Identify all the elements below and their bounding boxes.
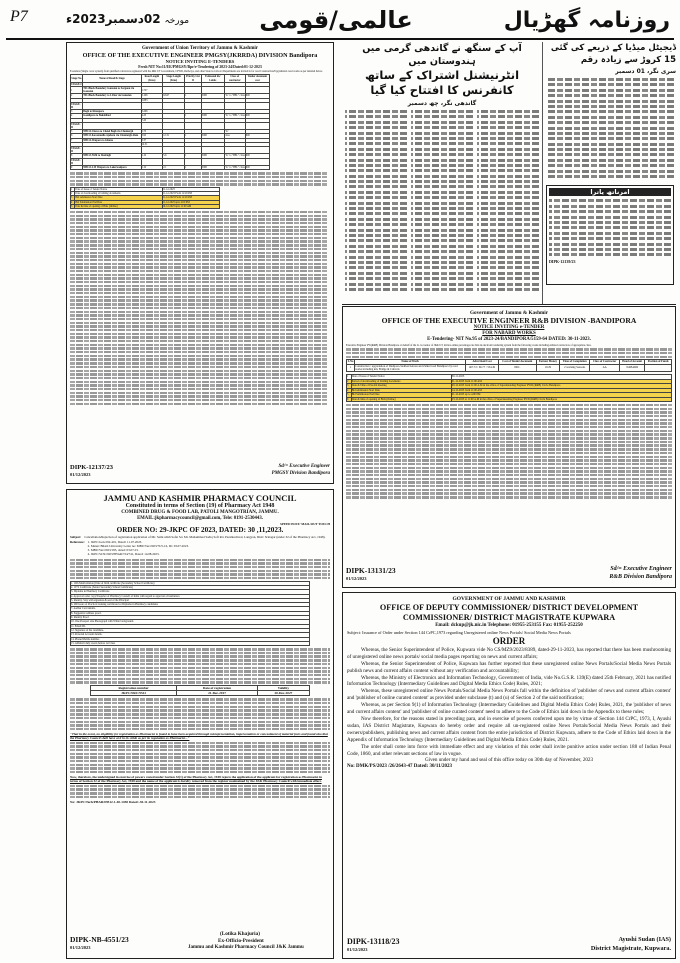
pharmacy-whereas-text-3 <box>70 742 330 774</box>
table-cell: 7 <box>71 138 83 142</box>
table-cell: 5000 <box>201 154 224 158</box>
table-cell: STAGE-II <box>71 158 83 165</box>
dc-paragraph-4: Whereas, these unregistered online News Portals/Social Media News Portals fall within the definition of 'publisher of news and current affairs content' and 'publisher of online curated content' as provided under subclause (t) and (u) of Section 2 of the said notification; <box>347 688 671 702</box>
table-cell: 3.266 <box>141 110 163 114</box>
table-cell: 600 <box>245 94 269 98</box>
table-cell: Date & time of opening of Bids (Online) <box>75 204 162 208</box>
pmgsy-govt: Government of Union Territory of Jammu & Kashmir <box>142 46 258 51</box>
table-row <box>71 102 270 109</box>
table-cell: 8 <box>71 154 83 158</box>
dc-signatory-role: District Magistrate, Kupwara. <box>590 945 671 952</box>
pharmacy-subject-text: Cancellation/Rejection of registration application of Mr. Sami ullah Sofai S/o Mr. Mohammad Sadiq Sofi R/o Pazalkachwal, Langyan, Distt: Srinagar (under 32 of the Pharmacy Act, 1948). <box>84 535 326 539</box>
table-cell: "A" to "BEL" class <box>224 154 245 158</box>
table-cell: Bid submission Start Date <box>75 196 162 200</box>
table-cell: 2 <box>71 94 83 98</box>
table-cell <box>201 158 224 165</box>
table-cell: 19-12-2023 upto 11:00 AM <box>162 204 219 208</box>
table-row <box>71 122 270 129</box>
table-cell: Period of downloading of bidding documents <box>351 379 451 383</box>
date-prefix: مورخہ <box>164 16 190 26</box>
table-header-cell: Time of Completion <box>560 360 590 364</box>
checklist-cell: 7. Aadhar Card details. <box>71 607 310 611</box>
dc-heading: ORDER <box>492 635 526 646</box>
table-cell: 600 <box>245 154 269 158</box>
table-cell <box>141 146 163 153</box>
table-cell: 6 <box>347 397 352 401</box>
table-cell: 3 <box>347 384 352 388</box>
pmgsy-intro: E-tenders (Single cover system) from qualified contractors registered with the J&K UT Government, CPWD, Railways, and other State Govt/Govt Departments are invited in for road Construction/Upgradation road works as per detailed below. <box>70 70 323 74</box>
urdu-article-left <box>342 42 543 304</box>
pharmacy-closing-text <box>70 785 330 798</box>
table-cell <box>163 158 185 165</box>
table-cell <box>224 158 245 165</box>
paper-name: روزنامہ گھڑیال <box>503 8 670 33</box>
table-cell: 01-12-2023 from 11:00 AM <box>451 379 671 383</box>
table-cell: Gondipora to Bakshibad <box>83 114 141 118</box>
table-cell: 1 <box>185 154 202 158</box>
pharmacy-intro-text <box>70 559 330 580</box>
urdu-news-block <box>342 42 676 305</box>
table-cell <box>245 158 269 165</box>
table-cell: 3.166 <box>141 94 163 98</box>
table-cell <box>185 146 202 153</box>
table-cell: "A" to "BEL" class <box>224 94 245 98</box>
table-cell: Bid Submission End Date <box>351 393 451 397</box>
table-cell <box>645 364 672 372</box>
urdu-body-columns <box>342 108 542 295</box>
pharmacy-no-line: No: JKPC/Tech/PHAR/09512-1-40-1458 Dated:-30-11-2023 <box>70 799 156 804</box>
pharmacy-subject-label: Subject: <box>70 535 82 539</box>
table-header-cell: Date of registration <box>177 685 258 690</box>
pharmacy-order-no: ORDER NO: 29-JKPC OF 2023, DATED: 30 ,11,2023. <box>116 526 284 534</box>
reference-item: 2. Manav Bharti University Letter no: MBU/Ver/2023/7U5-16, Dt: 03.07.2023. <box>87 543 189 548</box>
table-cell: 467.72 / 66.77 / 534.49 <box>466 364 499 372</box>
table-cell: 4 <box>347 388 352 392</box>
table-cell: "A" to "BEL" class <box>224 114 245 118</box>
reference-item: 1. JKPC/Gen-592-401, Dated: 11.07.2023. <box>87 539 143 544</box>
table-header-cell: Cost of Tender document <box>498 360 536 364</box>
table-cell: 0.883 <box>141 98 163 102</box>
table-cell: 01-12-2023 From 12:20 PM <box>162 196 219 200</box>
table-cell: T01-Block Boundary to I-Zine via Gamsian <box>83 94 141 98</box>
table-cell <box>83 146 141 153</box>
section-title: عالمی/قومی <box>259 6 413 34</box>
urdu-headline-1: آپ کے سنگھ نے گاندھی گرمی میں ہندوستان میں <box>362 43 522 67</box>
table-cell: "A" to "BEL" class <box>224 165 245 169</box>
table-cell: 01-12-2023 <box>162 187 219 191</box>
rb-intro: Executive Engineer PW(R&B) Division Bandipora on behalf of the Lt. Governor of J&K UT, invites online percentage rate bids in electronic tendering system from the following works including enlisted contractors of appropriate class. <box>346 344 592 347</box>
table-cell: Date & time of opening of Bids (Online) <box>351 397 451 401</box>
rb-notice-1: NOTICE INVITING e-TENDER <box>473 325 545 330</box>
table-cell <box>201 146 224 153</box>
rb-sign-1: Sd/= Executive Engineer <box>610 566 672 572</box>
table-row <box>71 165 270 169</box>
pharmacy-quote: "That in the event, no eligibility for registration as Pharmacist is found to have been acquired through misrepresentation, impersonation or concealment of material facts and found also that the Pharmacy Council shall have at it in its stride as per its regulation as Pharmacist..." <box>70 731 328 740</box>
table-row <box>71 158 270 165</box>
table-cell: 12.31 <box>163 134 185 138</box>
table-cell: 2.1 <box>163 165 185 169</box>
table-cell: 1 <box>185 165 202 169</box>
table-cell: 5 <box>347 393 352 397</box>
pharmacy-signatory: (Lotika Khajuria) <box>220 931 260 937</box>
rb-works-table <box>346 359 672 372</box>
checklist-cell: 14. Phone/Mobile number. <box>71 637 310 641</box>
table-cell: 1 <box>185 114 202 118</box>
checklist-cell: 11. Email ID. <box>71 624 310 628</box>
table-cell <box>185 86 202 93</box>
pmgsy-diary: DIPK-12137/23 <box>70 464 113 471</box>
table-cell: JKPC/NRC/9512 <box>91 691 177 696</box>
table-cell <box>141 158 163 165</box>
table-cell: 4 <box>71 114 83 118</box>
table-row <box>347 397 672 401</box>
table-cell: "A" <box>224 130 245 134</box>
table-cell <box>224 146 245 153</box>
pmgsy-dates-table <box>70 187 220 209</box>
table-cell: 5.707 <box>141 86 163 93</box>
table-header-cell: Tender document cost <box>245 75 269 82</box>
rb-office: OFFICE OF THE EXECUTIVE ENGINEER R&B DIVISION -BANDIPORA <box>381 316 637 325</box>
table-cell: 5.10 <box>141 154 163 158</box>
table-cell <box>201 86 224 93</box>
dc-paragraph-1: Whereas, the Senior Superintendent of Police, Kupwara vide No CS/MZ9/2023/8389, dated-29-11-2023, has reported that there has been mushrooming of unregistered online news portals/ social media pages reporting on news and current affairs; <box>347 646 671 660</box>
table-cell: 12.31 <box>141 142 163 146</box>
dc-paragraph-3: Whereas, the Ministry of Electronics and Information Technology, Government of India, vide No.G.S.R. 139(E) dated 25th February, 2021 has notified Information Technology (Intermediary Guidelines and Digital Media Ethics Code) Rules, 2021; <box>347 674 671 688</box>
dc-footer <box>347 935 671 955</box>
table-row <box>71 86 270 93</box>
urdu-headline-2: انٹرنیشنل اشتراک کے ساتھ کانفرنس کا افتتاح کیا گیا <box>364 68 520 97</box>
pharmacy-diary: DIPK-NB-4551/23 <box>70 935 129 944</box>
table-cell: 5000 <box>201 134 224 138</box>
checklist-cell: 8. Suggestive address proof. <box>71 611 310 615</box>
pharmacy-ref-list <box>88 541 189 557</box>
table-cell: 2.10 <box>141 165 163 169</box>
table-cell <box>83 158 141 165</box>
table-cell <box>185 122 202 129</box>
urdu-right-headline: ڈیجیٹل میڈیا کے ذریعے کی گئی 15 کروڑ سے زیادہ رقم <box>550 43 676 65</box>
dc-paragraph-6: Now therefore, for the reasons stated in preceding para, and in exercise of powers conferred upon me by virtue of Section 144 CrPC, 1973, I, Ayushi sudan, IAS District Magistrate, Kupwara do hereby order and require all un-registered online News Portals/Social Media News Portals and their owners/publishers, publishing news and current affairs content from the entire jurisdiction of District Kupwara, adhere to the Code of Ethics laid down in the Appendix of Information Technology (Intermediary Guidelines and Digital Media Ethics Code) Rules, 2021. <box>347 715 671 743</box>
pharmacy-whereas-text-2 <box>70 698 330 730</box>
table-header-cell: Registration number <box>91 685 177 690</box>
table-cell <box>163 86 185 93</box>
table-cell <box>245 146 269 153</box>
pmgsy-notice: NOTICE INVITING E-TENDERS <box>165 59 235 64</box>
masthead-rule <box>6 38 674 40</box>
rb-sign-2: R&B Division Bandipora <box>609 574 672 580</box>
date-label <box>66 12 189 26</box>
dc-paragraph-7: The order shall come into force with immediate effect and any violation of this order shall invite punitive action under section 188 of Indian Penal Code, 1860, and other relevant sections of law in vogue. <box>347 743 671 757</box>
pharmacy-subtitle: Constituted in terms of Section (19) of Pharmacy Act 1948 <box>125 503 275 509</box>
table-header-cell: Name of Work <box>355 360 466 364</box>
table-cell <box>245 122 269 129</box>
pharmacy-email: EMAIL:jkpharmacycouncil@gmail.com, Tele: 0191-2530443. <box>137 516 263 521</box>
table-cell <box>83 122 141 129</box>
table-cell: NH114-Chewa to Chetel Bagh via Chuntergh <box>83 130 141 134</box>
table-cell: 01-12-2023 From 12:20 PM <box>162 192 219 196</box>
table-cell: class <box>224 134 245 138</box>
table-cell: 5 <box>71 204 75 208</box>
table-cell: 600 <box>245 165 269 169</box>
rb-tender-ad <box>342 306 676 588</box>
table-header-cell: Stage No. <box>71 75 83 82</box>
table-cell: 2 <box>71 192 75 196</box>
urdu-article-right <box>544 42 676 304</box>
table-cell <box>224 86 245 93</box>
pharmacy-title: JAMMU AND KASHMIR PHARMACY COUNCIL <box>103 493 297 503</box>
table-cell: 30-11-2023 <box>451 375 671 379</box>
table-cell: 5.6 <box>163 154 185 158</box>
pharmacy-signatory-org: Jammu and Kashmir Pharmacy Council J&K Jammu <box>188 945 304 950</box>
pharmacy-checklist <box>70 581 310 646</box>
table-cell: AA <box>590 364 620 372</box>
pharmacy-speed-post: SPEED POST/ MAIL/OUT TOUCH <box>280 522 330 526</box>
dc-order-no: No: DMK/PS/2023 /26/2643-47 Dated: 30/11/2023 <box>347 764 452 770</box>
pharmacy-registration-table <box>90 685 310 696</box>
table-cell: 1 <box>185 94 202 98</box>
checklist-cell: 3. Diploma in Pharmacy Certificate <box>71 590 310 594</box>
pmgsy-diary-date: 01/12/2023 <box>70 472 91 477</box>
table-cell: Construction / upgradation of Dudipora-Sadrkot/Aloosa and Zalkul road Bandipora by road works including km, Bridge & Culverts <box>355 364 466 372</box>
checklist-cell: 15. Affidavit duly sworn before 1st Class <box>71 641 310 645</box>
rb-dates-table <box>346 374 672 401</box>
urdu-col-a <box>345 110 407 293</box>
table-cell <box>83 102 141 109</box>
table-cell: 23-12-2023 at 11:00 A.M in the office of Superintending Engineer PWD (R&B) Circle Bandipora <box>451 397 671 401</box>
table-cell <box>245 102 269 109</box>
rb-nit: E-Tendering- NIT No.95 of 2023-24/BANDIPORA/5159-64 DATED: 30-11-2023. <box>427 337 591 342</box>
table-cell: 3 <box>71 110 83 114</box>
table-cell: Date of Issue of Tender Notice <box>351 375 451 379</box>
pharmacy-council-order <box>66 489 334 959</box>
table-cell: 1 <box>347 364 355 372</box>
table-cell: 9.647 <box>163 94 185 98</box>
pharmacy-ref-label: Reference: <box>70 539 85 544</box>
table-cell <box>163 102 185 109</box>
pharmacy-now-therefore: Now, therefore, the undersigned in exercise of powers vested under Section 32(1) of the Pharmacy Act, 1948 rejects the application of the applicant for registration as Pharmacist in terms of Section 32 of the Pharmacy Act, 1948 and the name of the applicant is hereby removed from the register maintained by the J&K Pharmacy Council with immediate effect. <box>70 774 322 783</box>
pmgsy-office: OFFICE OF THE EXECUTIVE ENGINEER PMGSY(JKRRDA) DIVISION Bandipora <box>82 52 318 59</box>
table-cell: 21-Dec-2017 <box>177 691 258 696</box>
table-cell <box>141 102 163 109</box>
reference-item: 4. JKPC/SCN/2023/PHAR/724/741, Dated: 14.08.2023. <box>87 551 160 556</box>
dc-paragraph-5: Whereas, as per Section 9(1) of Information Technology (Intermediary Guidelines and Digital Media Ethics Code) Rules, 2021, the 'publisher of news and current affairs content' and 'publisher of online curated content' need to adhere to the Code of Ethics laid down in the Appendix to these rules; <box>347 702 671 716</box>
table-header-cell: Class of Contractor <box>590 360 620 364</box>
table-cell: 1 <box>185 134 202 138</box>
table-cell: Bid submission Start Date <box>351 388 451 392</box>
table-header-cell: Name of Road/& Stage <box>83 75 141 82</box>
checklist-cell: 9. Identity Proof <box>71 616 310 620</box>
rb-footer <box>346 564 672 584</box>
dc-office-2: COMMISSIONER/ DISTRICT MAGISTRATE KUPWARA <box>402 613 616 622</box>
table-header-cell: Earnest Money <box>536 360 559 364</box>
table-cell: 21-12-2023 up to 4.00 PM <box>451 393 671 397</box>
urdu-notice-diary: DIPK-12139/23 <box>549 258 576 264</box>
dc-diary-date: 01/12/2023 <box>347 947 368 952</box>
checklist-cell: 12. Signature of the candidate. <box>71 628 310 632</box>
urdu-col-b <box>411 110 473 293</box>
table-cell: STAGE-II <box>71 146 83 153</box>
table-cell: NH113-NUR to Sheirngh <box>83 154 141 158</box>
dc-email: Email: dckup@jk.nic.in Telephone: 01955-253155 Fax: 01955-252250 <box>435 623 583 628</box>
reference-item: 3. MBU/Ver/2023/183, dated: 03.07.23. <box>87 547 139 552</box>
table-cell: T01-Block Boundary Gamsian to Zorganu via Gamsian <box>83 86 141 93</box>
table-cell <box>185 102 202 109</box>
checklist-cell: 6. 290 hours of Practical training certificate for Diploma in Pharmacy candidates <box>71 603 310 607</box>
dc-diary: DIPK-13118/23 <box>347 937 400 946</box>
table-cell: 1 <box>71 187 75 191</box>
dc-subject: Subject: Issuance of Order under Section 144 CrPC,1973 regarding Unregistered online News Portals/ Social Media News Portals <box>347 629 571 635</box>
checklist-cell: 5. Identity. Stay with signature & seal of the Principal <box>71 598 310 602</box>
table-cell: 4 <box>71 200 75 204</box>
urdu-right-body <box>544 76 676 182</box>
table-cell <box>224 122 245 129</box>
table-cell: 5000 <box>201 165 224 169</box>
table-cell <box>201 102 224 109</box>
table-cell <box>141 122 163 129</box>
table-row <box>71 204 220 208</box>
table-cell <box>163 122 185 129</box>
table-header-cell: Estimated Rs/ Lakhs <box>201 75 224 82</box>
dc-paragraph-2: Whereas, the Senior Superintendent of Police, Kupwara has further reported that these unregistered online News Portals/Social Media News Portals publish news and current affairs content without any verification and accountability; <box>347 660 671 674</box>
page-number: P7 <box>10 8 28 25</box>
urdu-notice-title: امرناتھ یاترا <box>549 188 671 196</box>
table-cell: 01-12-2023 upto 4:00 PM <box>162 200 219 204</box>
checklist-cell: 13. Personal Account details. <box>71 633 310 637</box>
table-cell <box>185 158 202 165</box>
table-header-cell: Class of contractor <box>224 75 245 82</box>
pmgsy-body-text <box>70 172 328 185</box>
pharmacy-diary-date: 01/12/2023 <box>70 945 91 950</box>
table-cell: NH113-L19 Watpora to Lakerwadpora <box>83 165 141 169</box>
table-cell: STAGE-I <box>71 82 82 86</box>
urdu-dateline: گاندھی نگر، چھ دسمبر <box>407 100 477 107</box>
table-cell: 3.90 <box>141 134 163 138</box>
pmgsy-works-table <box>70 74 270 170</box>
table-cell: NH114-Watpora to Jehana <box>83 138 141 142</box>
pharmacy-footer <box>70 931 330 955</box>
table-cell: STAGE-II <box>71 102 83 109</box>
urdu-notice-body <box>549 199 671 256</box>
table-header-cell: Head of Account <box>620 360 645 364</box>
table-cell: 10.29 <box>536 364 559 372</box>
table-cell: Date & Time of Pre-bid meeting <box>351 384 451 388</box>
checklist-cell: 10. One Passport size Photograph with White background. <box>71 620 310 624</box>
pmgsy-tender-ad <box>66 42 334 484</box>
table-cell: 2 working Seasons <box>560 364 590 372</box>
pmgsy-footer <box>70 462 330 480</box>
table-cell: 5000 <box>201 94 224 98</box>
table-cell: 4.20 <box>141 114 163 118</box>
dc-signatory: Ayushi Sudan (IAS) <box>618 936 671 943</box>
table-cell: 600/- <box>498 364 536 372</box>
table-cell <box>201 122 224 129</box>
rb-terms <box>346 404 672 499</box>
table-cell: 6 <box>71 134 83 138</box>
table-header-cell: Position of Funds <box>645 360 672 364</box>
table-cell: 5 <box>71 130 83 134</box>
urdu-notice-box <box>546 185 674 285</box>
table-header-cell: Stage Length (Kms) <box>163 75 185 82</box>
table-header-cell: S.No <box>347 360 354 364</box>
rb-intro-more <box>346 348 672 358</box>
table-cell: Date of downloading of bidding documents <box>75 192 162 196</box>
pharmacy-address: COMBINED DRUG & FOOD LAB, PATOLI MANGOTRIAN, JAMMU. <box>121 510 279 515</box>
table-cell: 600 <box>245 134 269 138</box>
table-cell <box>163 146 185 153</box>
dc-paragraph-8: Given under my hand and seal of this office today on 30th day of November, 2023 <box>424 757 594 764</box>
rb-diary-date: 01/12/2023 <box>346 576 367 581</box>
pmgsy-terms <box>70 211 328 405</box>
table-cell: 5.70 <box>141 130 163 134</box>
table-row <box>71 146 270 153</box>
table-header-cell: Road Length (Kms) <box>141 75 163 82</box>
table-cell <box>224 102 245 109</box>
table-cell: 7.20 <box>141 118 163 122</box>
table-cell: Bid Submission End Date <box>75 200 162 204</box>
table-cell: 3 <box>71 196 75 200</box>
date-value: 02دسمبر2023ء <box>66 12 161 26</box>
pmgsy-sign1: Sd/= Executive Engineer <box>278 464 330 469</box>
table-header-cell: Advertised Cost <box>466 360 499 364</box>
table-cell: 3.37 <box>141 138 163 142</box>
dc-kupwara-order <box>342 592 676 959</box>
table-cell: 09-12-2023 from 11:00 A.M in the office of Superintending Engineer PWD (R&B) Circle Bandipora <box>451 384 671 388</box>
dc-govt: GOVERNMENT OF JAMMU AND KASHMIR <box>452 596 566 602</box>
table-cell: 5000 <box>201 114 224 118</box>
table-cell: 1 <box>71 86 83 93</box>
table-cell: 1 <box>347 375 352 379</box>
table-cell: 20-Dec-2027 <box>257 691 309 696</box>
rb-diary: DIPK-13131/23 <box>346 566 396 575</box>
checklist-row <box>71 641 310 645</box>
pharmacy-references <box>70 541 330 557</box>
checklist-cell: 1. 10th Matriculation (Date of birth certificate (Secondary School Certificate) <box>71 581 310 585</box>
table-cell: 14-12-2023 from 11:00 AM <box>451 388 671 392</box>
table-cell: 600 <box>245 114 269 118</box>
table-cell: NH113-Kawatmulla Ajahara via Chuntergh Alaie <box>83 134 141 138</box>
table-cell: 2 <box>347 379 352 383</box>
checklist-cell: 2. 10+2 Certificate (Senior Secondary School Certificate) <box>71 585 310 589</box>
pmgsy-nit: Fresh NIT No:11/EE/PMGSY/Bpr/e-Tendering of 2023-24/Dated:01-12-2023 <box>138 64 262 69</box>
table-cell: Bagh to Khanpora <box>83 110 141 114</box>
checklist-cell: 4. Approval order copy/Snapshot of Pharmacy Council of India with regard to approval of institution <box>71 594 310 598</box>
table-cell: NABARD <box>620 364 645 372</box>
table-header-cell: Priority List II <box>186 75 200 82</box>
rb-notice-2: FOR NABARD WORKS <box>482 331 536 336</box>
pharmacy-signatory-role: Ex-Officio-President <box>218 938 264 944</box>
pmgsy-sign2: PMGSY Division Bandipora <box>271 471 330 476</box>
table-cell: STAGE-II <box>71 122 83 129</box>
urdu-right-dateline: سری نگر، 01 دسمبر <box>615 68 676 75</box>
urdu-col-c <box>477 110 539 293</box>
rb-govt: Government of Jammu & Kashmir <box>469 310 549 316</box>
table-cell: Date of Issue of Tender Notice <box>75 187 162 191</box>
table-cell: 9 <box>71 165 83 169</box>
dc-office-1: OFFICE OF DEPUTY COMMISSIONER/ DISTRICT DEVELOPMENT <box>379 603 639 612</box>
table-header-cell: Validity <box>257 685 309 690</box>
table-cell <box>245 86 269 93</box>
pharmacy-whereas-text <box>70 648 330 684</box>
